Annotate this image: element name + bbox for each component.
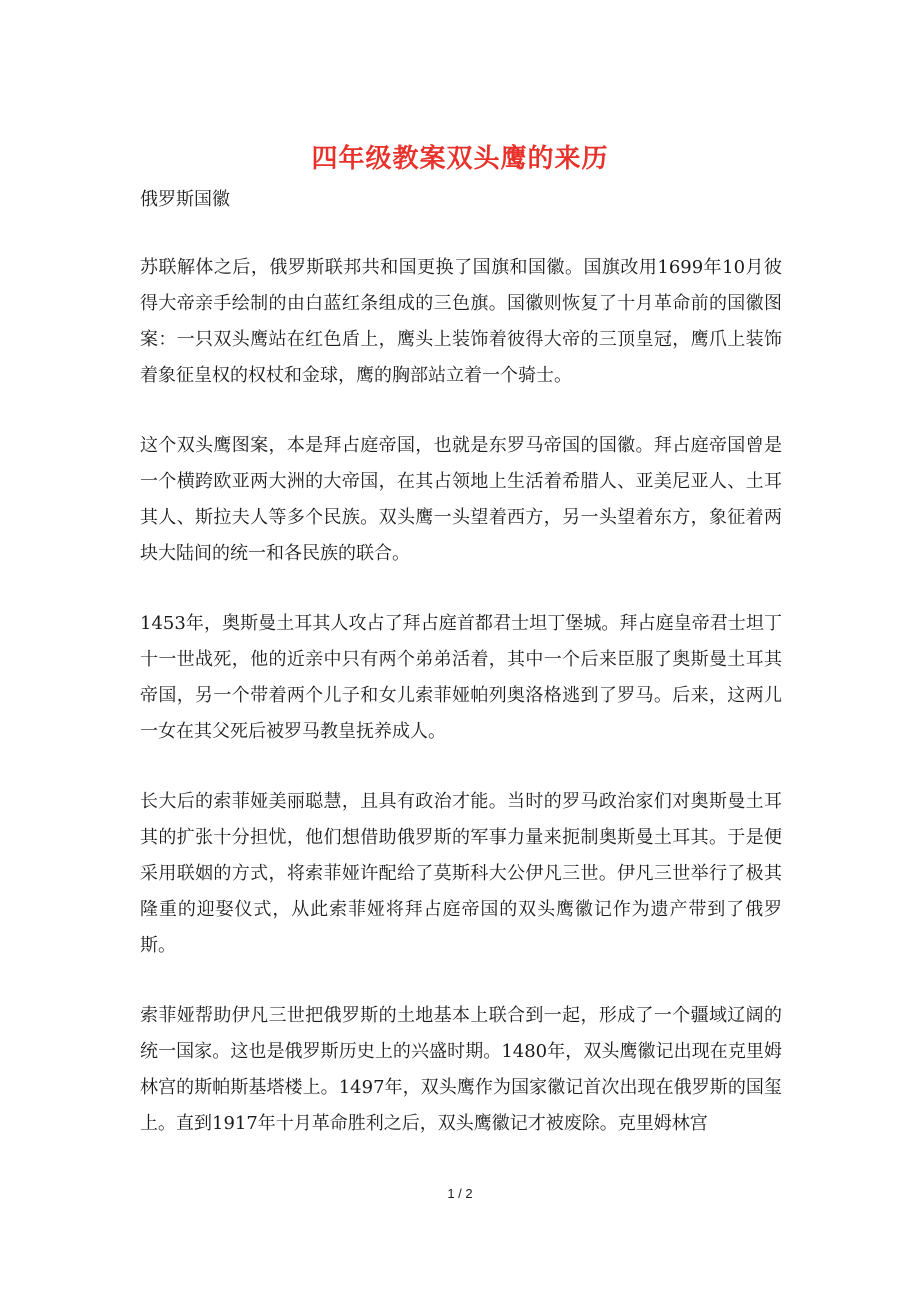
page-number: 1 / 2 bbox=[447, 1186, 473, 1201]
section-heading: 俄罗斯国徽 bbox=[140, 189, 230, 210]
document-title: 四年级教案双头鹰的来历 bbox=[311, 144, 609, 174]
paragraph-3: 1453年，奥斯曼土耳其人攻占了拜占庭首都君士坦丁堡城。拜占庭皇帝君士坦丁十一世战死，他的近亲中只有两个弟弟活着，其中一个后来臣服了奥斯曼土耳其帝国，另一个带着两个儿子和女儿索菲娅帕列奥洛格逃到了罗马。后来，这两儿一女在其父死后被罗马教皇抚养成人。 bbox=[140, 613, 782, 742]
paragraph-2: 这个双头鹰图案，本是拜占庭帝国，也就是东罗马帝国的国徽。拜占庭帝国曾是一个横跨欧亚两大洲的大帝国，在其占领地上生活着希腊人、亚美尼亚人、土耳其人、斯拉夫人等多个民族。双头鹰一头望着西方，另一头望着东方，象征着两块大陆间的统一和各民族的联合。 bbox=[140, 435, 782, 564]
document-body bbox=[140, 186, 782, 1176]
paragraph-4: 长大后的索菲娅美丽聪慧，且具有政治才能。当时的罗马政治家们对奥斯曼土耳其的扩张十分担忧，他们想借助俄罗斯的军事力量来扼制奥斯曼土耳其。于是便采用联姻的方式，将索菲娅许配给了莫斯科大公伊凡三世。伊凡三世举行了极其隆重的迎娶仪式，从此索菲娅将拜占庭帝国的双头鹰徽记作为遗产带到了俄罗斯。 bbox=[140, 791, 782, 956]
paragraph-1: 苏联解体之后，俄罗斯联邦共和国更换了国旗和国徽。国旗改用1699年10月彼得大帝亲手绘制的由白蓝红条组成的三色旗。国徽则恢复了十月革命前的国徽图案：一只双头鹰站在红色盾上，鹰头上装饰着彼得大帝的三顶皇冠，鹰爪上装饰着象征皇权的权杖和金球，鹰的胸部站立着一个骑士。 bbox=[140, 257, 782, 386]
paragraph-5: 索菲娅帮助伊凡三世把俄罗斯的土地基本上联合到一起，形成了一个疆域辽阔的统一国家。这也是俄罗斯历史上的兴盛时期。1480年，双头鹰徽记出现在克里姆林宫的斯帕斯基塔楼上。1497年，双头鹰作为国家徽记首次出现在俄罗斯的国玺上。直到1917年十月革命胜利之后，双头鹰徽记才被废除。克里姆林宫 bbox=[140, 1005, 782, 1134]
